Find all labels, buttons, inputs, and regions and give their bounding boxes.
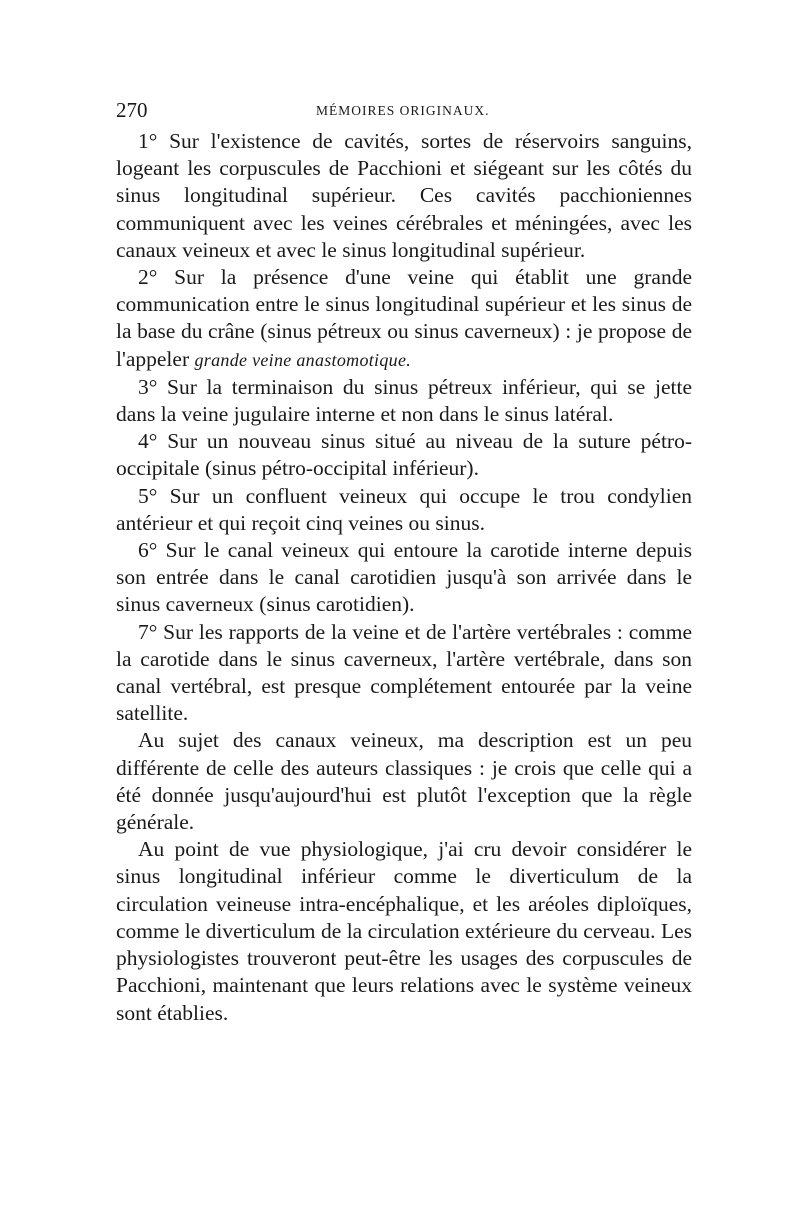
paragraph-item-3: 3° Sur la terminaison du sinus pétreux inférieur, qui se jette dans la veine jugulaire interne et non dans le sinus latéral.: [116, 374, 692, 427]
paragraph-canaux: Au sujet des canaux veineux, ma description est un peu différente de celle des auteurs classiques : je crois que celle qui a été donnée jusqu'aujourd'hui est plutôt l'exception que la règle générale.: [116, 728, 692, 835]
emphasis-term: grande veine anastomotique.: [194, 349, 412, 370]
paragraph-item-7: 7° Sur les rapports de la veine et de l'artère vertébrales : comme la carotide dans le sinus caverneux, l'artère vertébrale, dans son canal vertébral, est presque complétement entourée par la veine satellite.: [116, 619, 692, 726]
paragraph-item-4: 4° Sur un nouveau sinus situé au niveau de la suture pétro-occipitale (sinus pétro-occipital inférieur).: [116, 429, 692, 481]
paragraph-physiologie: Au point de vue physiologique, j'ai cru devoir considérer le sinus longitudinal inférieur comme le diverticulum de la circulation veineuse intra-encéphalique, et les aréoles diploïques, comme le diverticulum de la circulation extérieure du cerveau. Les physiologistes trouveront peut-être les usages des corpuscules de Pacchioni, maintenant que leurs relations avec le système veineux sont établies.: [116, 837, 692, 1025]
page-header: [116, 98, 692, 124]
paragraph-item-5: 5° Sur un confluent veineux qui occupe le trou condylien antérieur et qui reçoit cinq veines ou sinus.: [116, 483, 692, 535]
body-text: [116, 128, 692, 1027]
page-number: 270: [116, 98, 148, 122]
running-title: MÉMOIRES ORIGINAUX.: [316, 103, 490, 118]
paragraph-item-1: 1° Sur l'existence de cavités, sortes de réservoirs sanguins, logeant les corpuscules de Pacchioni et siégeant sur les côtés du sinus longitudinal supérieur. Ces cavités pacchioniennes communiquent avec les veines cérébrales et méningées, avec les canaux veineux et avec le sinus longitudinal supérieur.: [116, 129, 692, 262]
paragraph-item-2: 2° Sur la présence d'une veine qui établit une grande communication entre le sinus longitudinal supérieur et les sinus de la base du crâne (sinus pétreux ou sinus caverneux) : je propose de l'appeler grande veine anastomotique.: [116, 265, 692, 371]
paragraph-item-6: 6° Sur le canal veineux qui entoure la carotide interne depuis son entrée dans le canal carotidien jusqu'à son arrivée dans le sinus caverneux (sinus carotidien).: [116, 538, 692, 617]
